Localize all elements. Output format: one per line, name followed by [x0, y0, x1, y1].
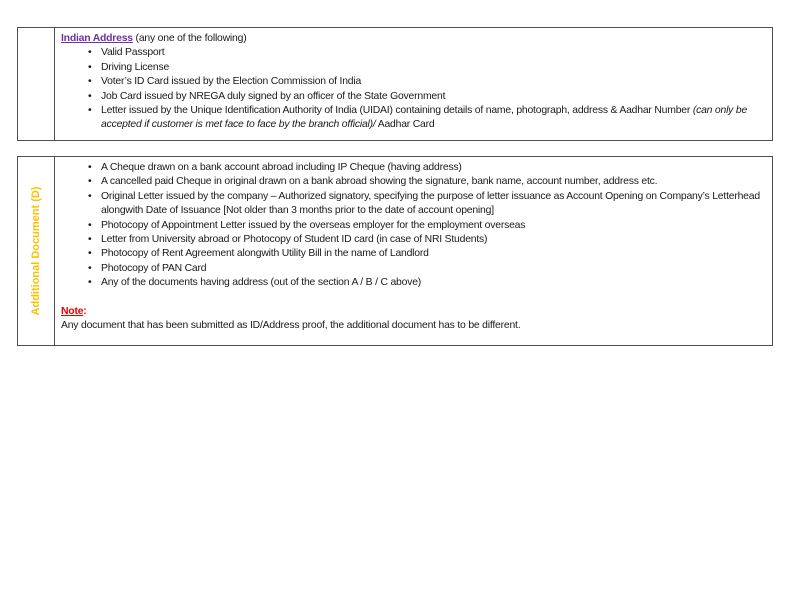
list-item [101, 104, 766, 133]
list-item-text: Original Letter issued by the company – Authorized signatory, specifying the purpose of letter issuance as Account Opening on Company’s Letterhead alongwith Date of Issuance [Not older than 3 months prior to the date of account opening] [101, 190, 760, 217]
list-item [101, 276, 766, 290]
list-item-text: Photocopy of Appointment Letter issued by the overseas employer for the employment overseas [101, 219, 526, 231]
note-label: Note [61, 305, 84, 317]
list-item [101, 233, 766, 247]
indian-address-table [17, 27, 773, 141]
indian-address-header [61, 32, 766, 46]
list-item [101, 161, 766, 175]
list-item-text: A Cheque drawn on a bank account abroad including IP Cheque (having address) [101, 162, 462, 173]
note-colon: : [83, 305, 87, 317]
list-item-text: Job Card issued by NREGA duly signed by an officer of the State Government [101, 90, 446, 102]
list-item [101, 175, 766, 189]
list-item-suffix-text: Aadhar Card [375, 119, 435, 131]
indian-address-document-list [61, 46, 766, 132]
list-item-text: A cancelled paid Cheque in original drawn on a bank abroad showing the signature, bank name, account number, address etc. [101, 176, 658, 188]
note-text: Any document that has been submitted as ID/Address proof, the additional document has to be different. [61, 320, 521, 332]
list-item [101, 90, 766, 104]
indian-address-subtitle: (any one of the following) [132, 33, 247, 44]
indian-address-title: Indian Address [61, 33, 133, 44]
list-item [101, 75, 766, 89]
list-item [101, 190, 766, 219]
note-heading [61, 305, 766, 319]
list-item-italic-text: (can only be accepted if customer is met face to face by the branch official)/ [101, 105, 748, 131]
indian-address-table-content [55, 28, 772, 140]
additional-document-table [17, 156, 773, 346]
list-item-text: Driving License [101, 61, 170, 73]
list-item-text: Photocopy of Rent Agreement alongwith Utility Bill in the name of Landlord [101, 248, 429, 260]
list-item-text: Any of the documents having address (out of the section A / B / C above) [101, 277, 422, 289]
list-item [101, 219, 766, 233]
indian-address-table-empty-side-cell [18, 28, 55, 140]
list-item-text: Letter from University abroad or Photocopy of Student ID card (in case of NRI Students) [101, 234, 488, 246]
list-item-text: Photocopy of PAN Card [101, 262, 207, 274]
additional-document-side-cell [18, 157, 55, 345]
list-item [101, 61, 766, 75]
additional-document-list [61, 161, 766, 291]
list-item-text: Valid Passport [101, 47, 165, 59]
list-item-text: Voter’s ID Card issued by the Election Commission of India [101, 76, 362, 88]
additional-document-side-label: Additional Document (D) [30, 186, 42, 316]
list-item [101, 46, 766, 60]
list-item [101, 262, 766, 276]
additional-document-content [55, 157, 772, 345]
note-block [61, 305, 766, 334]
list-item-text: Letter issued by the Unique Identification Authority of India (UIDAI) containing details of name, photograph, address & Aadhar Number [101, 105, 693, 117]
list-item [101, 247, 766, 261]
